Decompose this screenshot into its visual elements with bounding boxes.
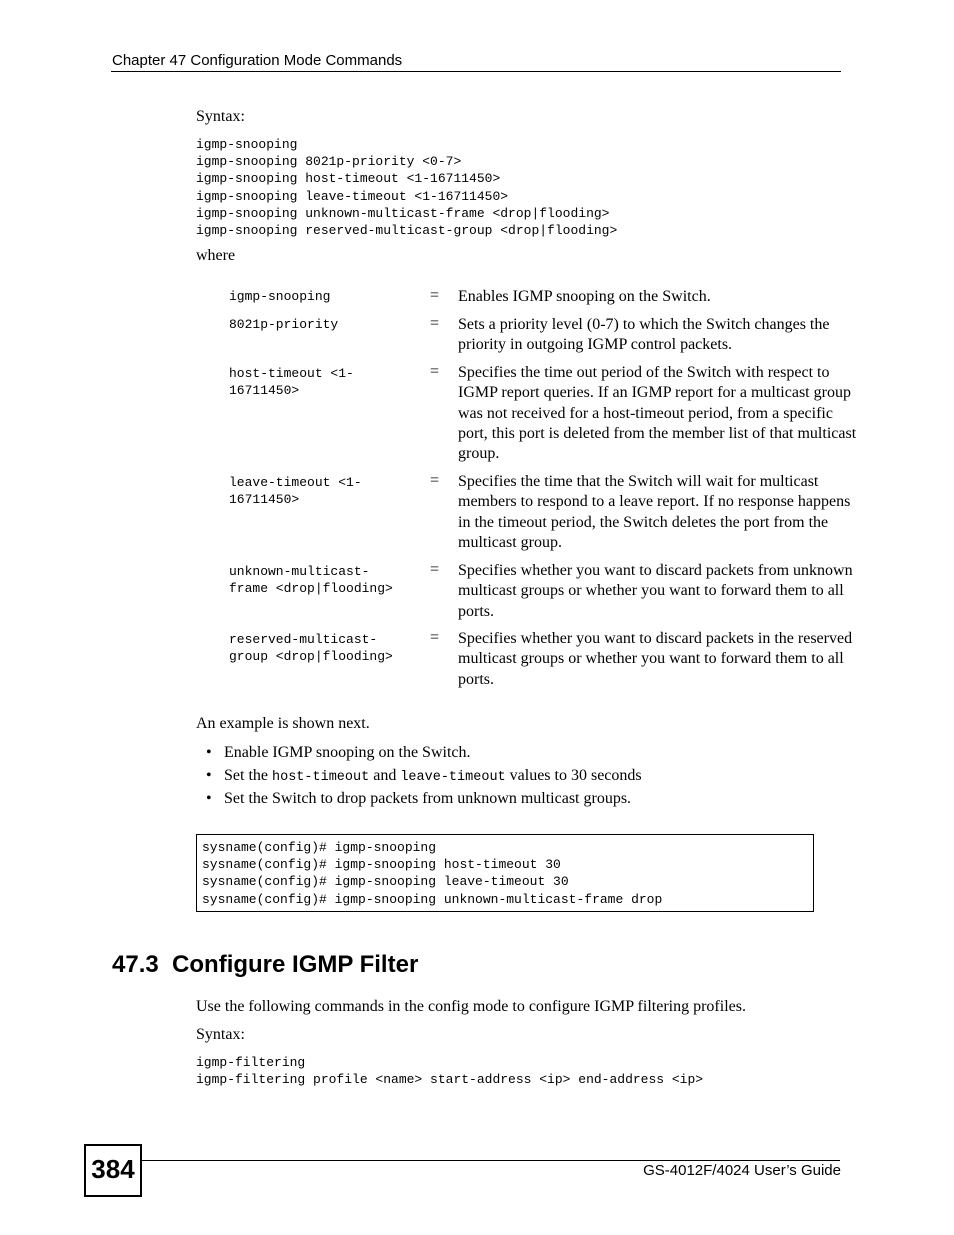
param-term: unknown-multicast- frame <drop|flooding>	[229, 564, 393, 596]
param-equals: =	[430, 561, 440, 578]
param-equals: =	[430, 287, 440, 304]
example-code-box	[196, 834, 814, 912]
where-label: where	[196, 247, 236, 264]
bullet-icon: •	[206, 790, 212, 807]
param-term: reserved-multicast- group <drop|flooding>	[229, 632, 393, 664]
param-term: 8021p-priority	[229, 317, 339, 332]
param-description: Specifies the time that the Switch will wait for multicast members to respond to a leave report. If no response happens in the timeout period, the Switch deletes the port from the multicast group.	[458, 473, 851, 551]
bullet-icon: •	[206, 767, 212, 784]
param-equals: =	[430, 629, 440, 646]
page-number: 384	[91, 1154, 135, 1184]
page-number-box	[84, 1144, 142, 1197]
param-description: Specifies whether you want to discard packets from unknown multicast groups or whether you want to forward them to all ports.	[458, 562, 853, 620]
param-description: Sets a priority level (0-7) to which the Switch changes the priority in outgoing IGMP control packets.	[458, 316, 830, 354]
param-term: igmp-snooping	[229, 289, 331, 304]
bullet-icon: •	[206, 744, 212, 761]
header-rule	[111, 71, 841, 72]
param-equals: =	[430, 315, 440, 332]
param-description: Enables IGMP snooping on the Switch.	[458, 288, 711, 305]
syntax-label: Syntax:	[196, 108, 245, 125]
example-intro: An example is shown next.	[196, 715, 370, 732]
param-term: leave-timeout <1- 16711450>	[229, 475, 362, 507]
syntax-label: Syntax:	[196, 1026, 245, 1043]
section-intro: Use the following commands in the config mode to configure IGMP filtering profiles.	[196, 998, 746, 1015]
param-term: host-timeout <1- 16711450>	[229, 366, 354, 398]
param-equals: =	[430, 472, 440, 489]
guide-title: GS-4012F/4024 User’s Guide	[643, 1162, 841, 1179]
footer-rule	[140, 1160, 840, 1161]
syntax-code-block: igmp-filtering igmp-filtering profile <name> start-address <ip> end-address <ip>	[196, 1055, 704, 1088]
syntax-code-block: igmp-snooping igmp-snooping 8021p-priority <0-7> igmp-snooping host-timeout <1-16711450> igmp-snooping leave-timeout <1-16711450> igmp-snooping unknown-multicast-frame <drop|flooding> igmp-snooping reserved-multicast-group <drop|flooding>	[196, 137, 618, 239]
example-code: sysname(config)# igmp-snooping sysname(config)# igmp-snooping host-timeout 30 sysname(config)# igmp-snooping leave-timeout 30 sysname(config)# igmp-snooping unknown-multicast-frame drop	[202, 840, 663, 907]
param-equals: =	[430, 363, 440, 380]
param-description: Specifies whether you want to discard packets in the reserved multicast groups or whether you want to forward them to all ports.	[458, 630, 853, 688]
section-heading: 47.3 Configure IGMP Filter	[112, 951, 419, 978]
running-header: Chapter 47 Configuration Mode Commands	[112, 52, 403, 69]
inline-code: host-timeout	[272, 770, 370, 785]
param-description: Specifies the time out period of the Switch with respect to IGMP report queries. If an IGMP report for a multicast group was not received for a host-timeout period, from a specific port, this port is deleted from the member list of that multicast group.	[458, 364, 857, 463]
inline-code: leave-timeout	[400, 770, 506, 785]
